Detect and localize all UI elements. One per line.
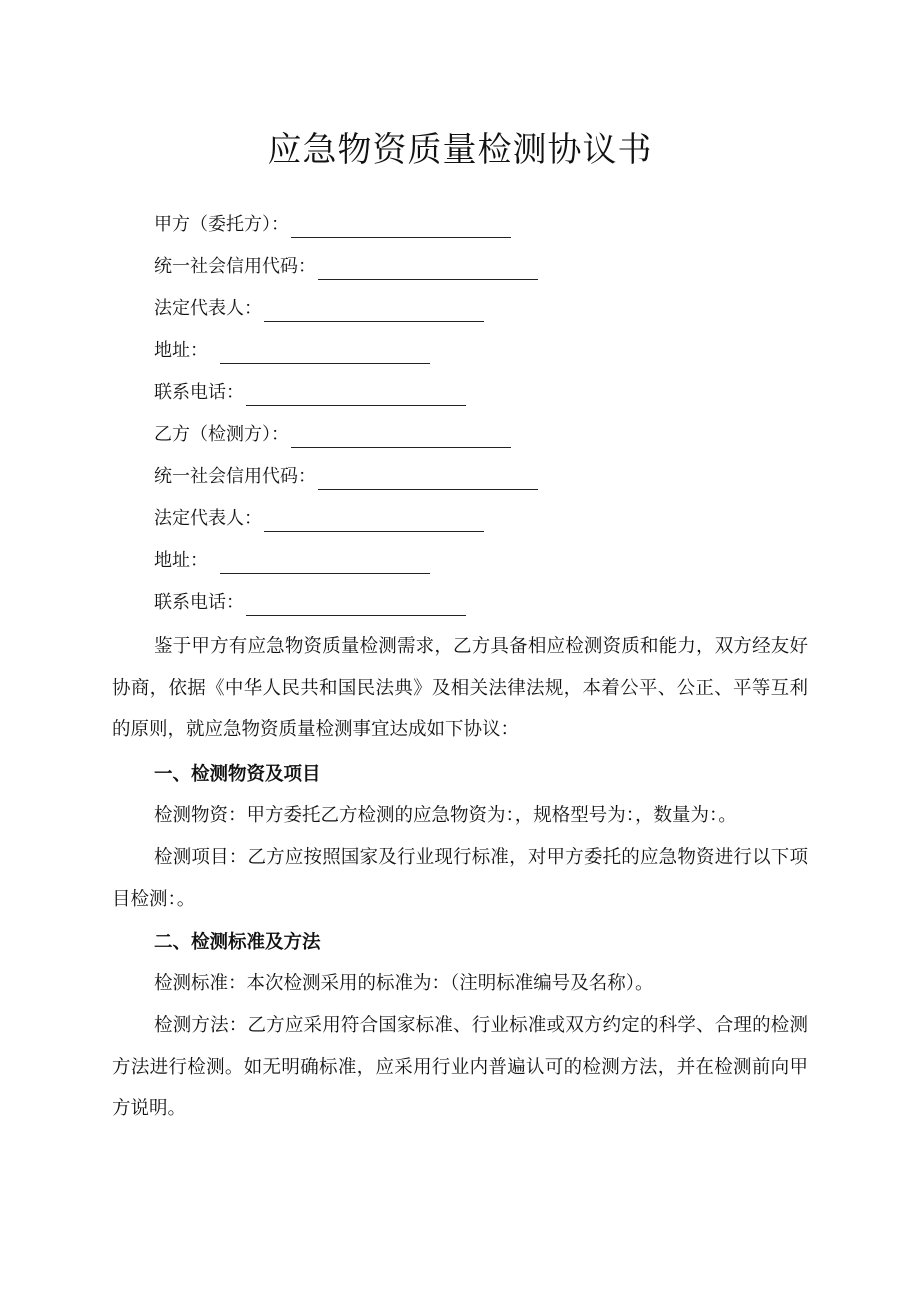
party-b-credit-code-field (154, 464, 538, 490)
party-b-phone-blank[interactable] (246, 597, 466, 616)
preamble-paragraph: 鉴于甲方有应急物资质量检测需求，乙方具备相应检测资质和能力，双方经友好协商，依据《中华人民共和国民法典》及相关法律法规，本着公平、公正、平等互利的原则，就应急物资质量检测事宜达成如下协议： (112, 636, 808, 740)
document-title: 应急物资质量检测协议书 (267, 130, 653, 170)
party-b-address-label: 地址： (154, 550, 208, 571)
party-a-phone-field (154, 380, 466, 406)
section-2-heading: 二、检测标准及方法 (154, 932, 321, 953)
party-b-address-blank[interactable] (220, 555, 430, 574)
party-a-phone-blank[interactable] (246, 387, 466, 406)
party-a-address-blank[interactable] (220, 345, 430, 364)
party-a-name-label: 甲方（委托方）： (154, 214, 289, 235)
party-a-address-field (154, 338, 430, 364)
party-b-phone-label: 联系电话： (154, 592, 244, 613)
party-b-representative-label: 法定代表人： (154, 508, 262, 529)
party-a-name-field (154, 212, 511, 238)
party-b-representative-blank[interactable] (264, 513, 484, 532)
party-b-credit-code-blank[interactable] (318, 471, 538, 490)
party-b-address-field (154, 548, 430, 574)
section-1-paragraph-1: 检测物资：甲方委托乙方检测的应急物资为：，规格型号为：，数量为：。 (154, 805, 737, 826)
section-2-paragraph-2: 检测方法：乙方应采用符合国家标准、行业标准或双方约定的科学、合理的检测方法进行检测。如无明确标准，应采用行业内普遍认可的检测方法，并在检测前向甲方说明。 (112, 1015, 808, 1119)
party-b-name-label: 乙方（检测方）： (154, 424, 289, 445)
party-b-name-blank[interactable] (291, 429, 511, 448)
party-a-phone-label: 联系电话： (154, 382, 244, 403)
party-b-name-field (154, 422, 511, 448)
party-a-credit-code-label: 统一社会信用代码： (154, 256, 316, 277)
party-b-phone-field (154, 590, 466, 616)
party-a-representative-blank[interactable] (264, 303, 484, 322)
section-1-paragraph-2: 检测项目：乙方应按照国家及行业现行标准，对甲方委托的应急物资进行以下项目检测：。 (112, 847, 808, 910)
party-a-credit-code-field (154, 254, 538, 280)
party-b-credit-code-label: 统一社会信用代码： (154, 466, 316, 487)
party-a-credit-code-blank[interactable] (318, 261, 538, 280)
party-a-representative-label: 法定代表人： (154, 298, 262, 319)
party-b-representative-field (154, 506, 484, 532)
party-a-representative-field (154, 296, 484, 322)
section-2-paragraph-1: 检测标准：本次检测采用的标准为：（注明标准编号及名称）。 (154, 973, 654, 994)
section-1-heading: 一、检测物资及项目 (154, 764, 321, 785)
party-a-name-blank[interactable] (291, 219, 511, 238)
party-a-address-label: 地址： (154, 340, 208, 361)
